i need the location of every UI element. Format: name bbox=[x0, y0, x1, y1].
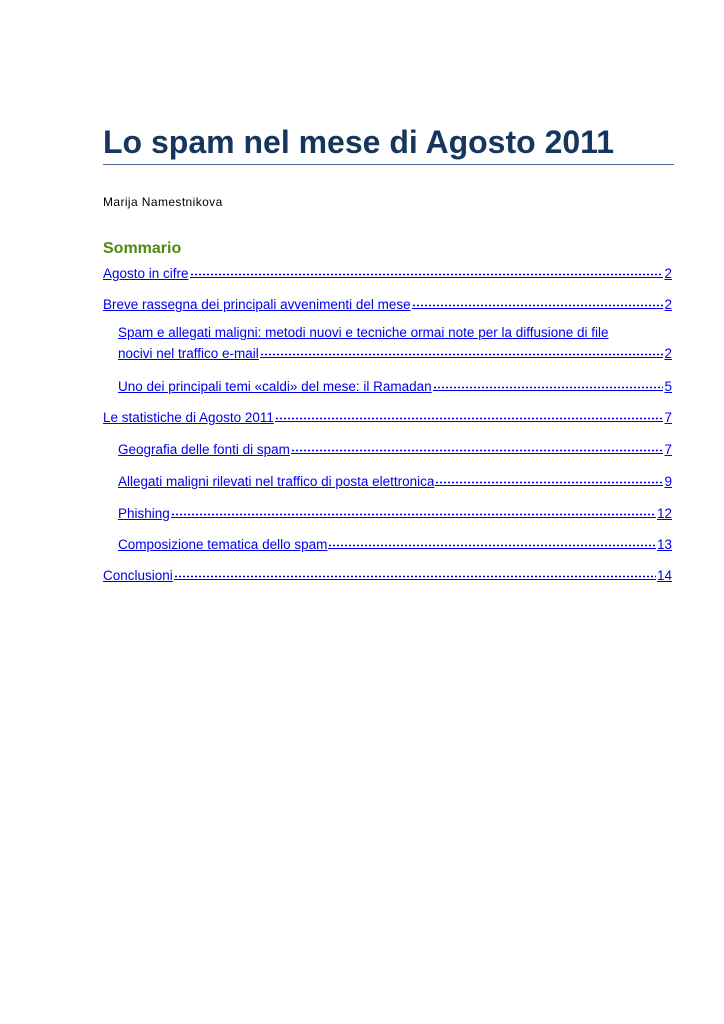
toc-page-number: 5 bbox=[664, 379, 672, 394]
toc-dot-leader bbox=[275, 407, 664, 422]
toc-page-number: 2 bbox=[664, 346, 672, 361]
toc-entry-label: Agosto in cifre bbox=[103, 266, 189, 281]
toc-link-geografia-fonti[interactable] bbox=[118, 439, 672, 459]
toc-dot-leader bbox=[412, 294, 664, 309]
document-title: Lo spam nel mese di Agosto 2011 bbox=[103, 124, 614, 160]
toc-dot-leader bbox=[260, 343, 664, 358]
toc-entry-label: Geografia delle fonti di spam bbox=[118, 442, 290, 457]
toc-link-composizione-tematica[interactable] bbox=[118, 534, 672, 554]
toc-page-number: 12 bbox=[656, 506, 672, 521]
toc-link-ramadan[interactable] bbox=[118, 376, 672, 396]
toc-page-number: 7 bbox=[664, 410, 672, 425]
toc-dot-leader bbox=[171, 503, 656, 518]
toc-entry-line2 bbox=[118, 343, 672, 364]
toc-dot-leader bbox=[433, 376, 664, 391]
document-author: Marija Namestnikova bbox=[103, 195, 223, 209]
title-underline-rule bbox=[103, 164, 674, 165]
toc-entry-label: Le statistiche di Agosto 2011 bbox=[103, 410, 274, 425]
toc-entry-label: Uno dei principali temi «caldi» del mese: il Ramadan bbox=[118, 379, 432, 394]
toc-entry-label: Phishing bbox=[118, 506, 170, 521]
toc-entry-label-line1: Spam e allegati maligni: metodi nuovi e tecniche ormai note per la diffusione di file bbox=[118, 325, 609, 340]
toc-page-number: 9 bbox=[664, 474, 672, 489]
toc-entry-label: Allegati maligni rilevati nel traffico di posta elettronica bbox=[118, 474, 435, 489]
toc-entry-label: Breve rassegna dei principali avvenimenti del mese bbox=[103, 297, 411, 312]
toc-link-statistiche[interactable] bbox=[103, 407, 672, 427]
toc-entry-label: Composizione tematica dello spam bbox=[118, 537, 328, 552]
toc-link-phishing[interactable] bbox=[118, 503, 672, 523]
toc-page-number: 13 bbox=[656, 537, 672, 552]
toc-page-number: 14 bbox=[656, 568, 672, 583]
toc-page-number: 2 bbox=[664, 266, 672, 281]
toc-entry-label: Conclusioni bbox=[103, 568, 173, 583]
toc-dot-leader bbox=[435, 471, 663, 486]
toc-heading: Sommario bbox=[103, 240, 182, 257]
toc-link-spam-e-allegati-maligni[interactable] bbox=[118, 323, 672, 364]
toc-link-conclusioni[interactable] bbox=[103, 565, 672, 585]
toc-dot-leader bbox=[328, 534, 656, 549]
toc-page-number: 2 bbox=[664, 297, 672, 312]
toc-dot-leader bbox=[174, 565, 656, 580]
toc-dot-leader bbox=[291, 439, 664, 454]
toc-link-breve-rassegna[interactable] bbox=[103, 294, 672, 314]
toc-entry-label-line2: nocivi nel traffico e-mail bbox=[118, 346, 259, 361]
toc-link-allegati-maligni[interactable] bbox=[118, 471, 672, 491]
toc-dot-leader bbox=[190, 263, 664, 278]
toc-page-number: 7 bbox=[664, 442, 672, 457]
toc-link-agosto-in-cifre[interactable] bbox=[103, 263, 672, 283]
